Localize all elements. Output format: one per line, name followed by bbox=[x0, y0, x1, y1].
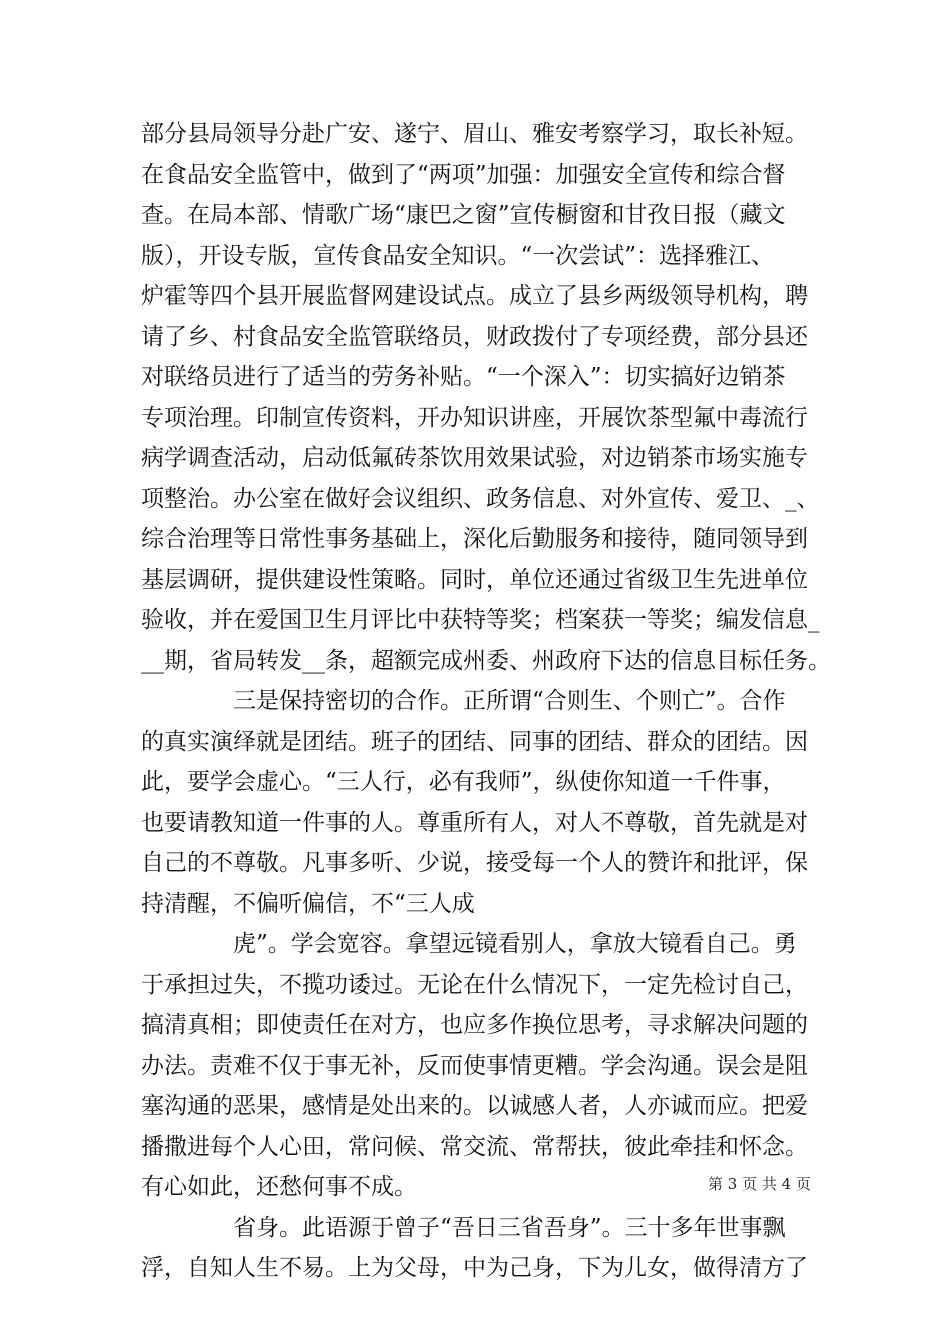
text-line: 综合治理等日常性事务基础上，深化后勤服务和接待，随同领导到 bbox=[141, 526, 808, 552]
text-line: 对联络员进行了适当的劳务补贴。“一个深入”：切实搞好边销茶 bbox=[141, 364, 786, 390]
text-line: 塞沟通的恶果，感情是处出来的。以诚感人者，人亦诚而应。把爱 bbox=[141, 1093, 808, 1119]
text-line: 查。在局本部、情歌广场“康巴之窗”宣传橱窗和甘孜日报（藏文 bbox=[141, 202, 786, 228]
text-line: 播撒进每个人心田，常问候、常交流、常帮扶，彼此牵挂和怀念。 bbox=[141, 1133, 808, 1160]
paragraph-start-line: 省身。此语源于曾子“吾日三省吾身”。三十多年世事飘 bbox=[233, 1214, 786, 1241]
text-line: 的真实演绎就是团结。班子的团结、同事的团结、群众的团结。因 bbox=[141, 728, 808, 755]
paragraph-start-line: 虎”。学会宽容。拿望远镜看别人，拿放大镜看自己。勇 bbox=[233, 931, 797, 957]
text-line: 浮，自知人生不易。上为父母，中为己身，下为儿女，做得清方了 bbox=[141, 1255, 808, 1281]
text-line: 持清醒，不偏听偏信，不“三人成 bbox=[141, 890, 475, 917]
text-line: 病学调查活动，启动低氟砖茶饮用效果试验，对边销茶市场实施专 bbox=[141, 445, 808, 471]
text-line: 版），开设专版，宣传食品安全知识。“一次尝试”：选择雅江、 bbox=[141, 242, 775, 269]
text-line: 此，要学会虚心。“三人行，必有我师”，纵使你知道一千件事， bbox=[141, 769, 786, 795]
text-line: 也要请教知道一件事的人。尊重所有人，对人不尊敬，首先就是对 bbox=[141, 809, 808, 836]
text-line: 专项治理。印制宣传资料，开办知识讲座，开展饮茶型氟中毒流行 bbox=[141, 404, 808, 431]
text-line: 自己的不尊敬。凡事多听、少说，接受每一个人的赞许和批评，保 bbox=[141, 850, 808, 876]
paragraph-start-line: 三是保持密切的合作。正所谓“合则生、个则亡”。合作 bbox=[233, 688, 786, 714]
text-line: 基层调研，提供建设性策略。同时，单位还通过省级卫生先进单位 bbox=[141, 566, 808, 593]
text-line: __期，省局转发__条，超额完成州委、州政府下达的信息目标任务。 bbox=[141, 647, 831, 674]
text-line: 验收，并在爱国卫生月评比中获特等奖；档案获一等奖；编发信息_ bbox=[141, 607, 820, 633]
text-line: 炉霍等四个县开展监督网建设试点。成立了县乡两级领导机构，聘 bbox=[141, 283, 808, 309]
text-line: 部分县局领导分赴广安、遂宁、眉山、雅安考察学习，取长补短。 bbox=[141, 121, 808, 147]
text-line: 在食品安全监管中，做到了“两项”加强：加强安全宣传和综合督 bbox=[141, 161, 786, 188]
body-text bbox=[141, 114, 831, 1289]
text-line: 有心如此，还愁何事不成。 bbox=[141, 1174, 417, 1200]
text-line: 项整治。办公室在做好会议组织、政务信息、对外宣传、爱卫、_、 bbox=[141, 485, 820, 512]
page-number-footer: 第 3 页 共 4 页 bbox=[708, 1175, 811, 1193]
text-line: 办法。责难不仅于事无补，反而使事情更糟。学会沟通。误会是阻 bbox=[141, 1052, 808, 1079]
text-line: 搞清真相；即使责任在对方，也应多作换位思考，寻求解决问题的 bbox=[141, 1012, 808, 1038]
text-line: 请了乡、村食品安全监管联络员，财政拨付了专项经费，部分县还 bbox=[141, 323, 808, 350]
text-line: 于承担过失，不揽功诿过。无论在什么情况下，一定先检讨自己， bbox=[141, 971, 808, 998]
